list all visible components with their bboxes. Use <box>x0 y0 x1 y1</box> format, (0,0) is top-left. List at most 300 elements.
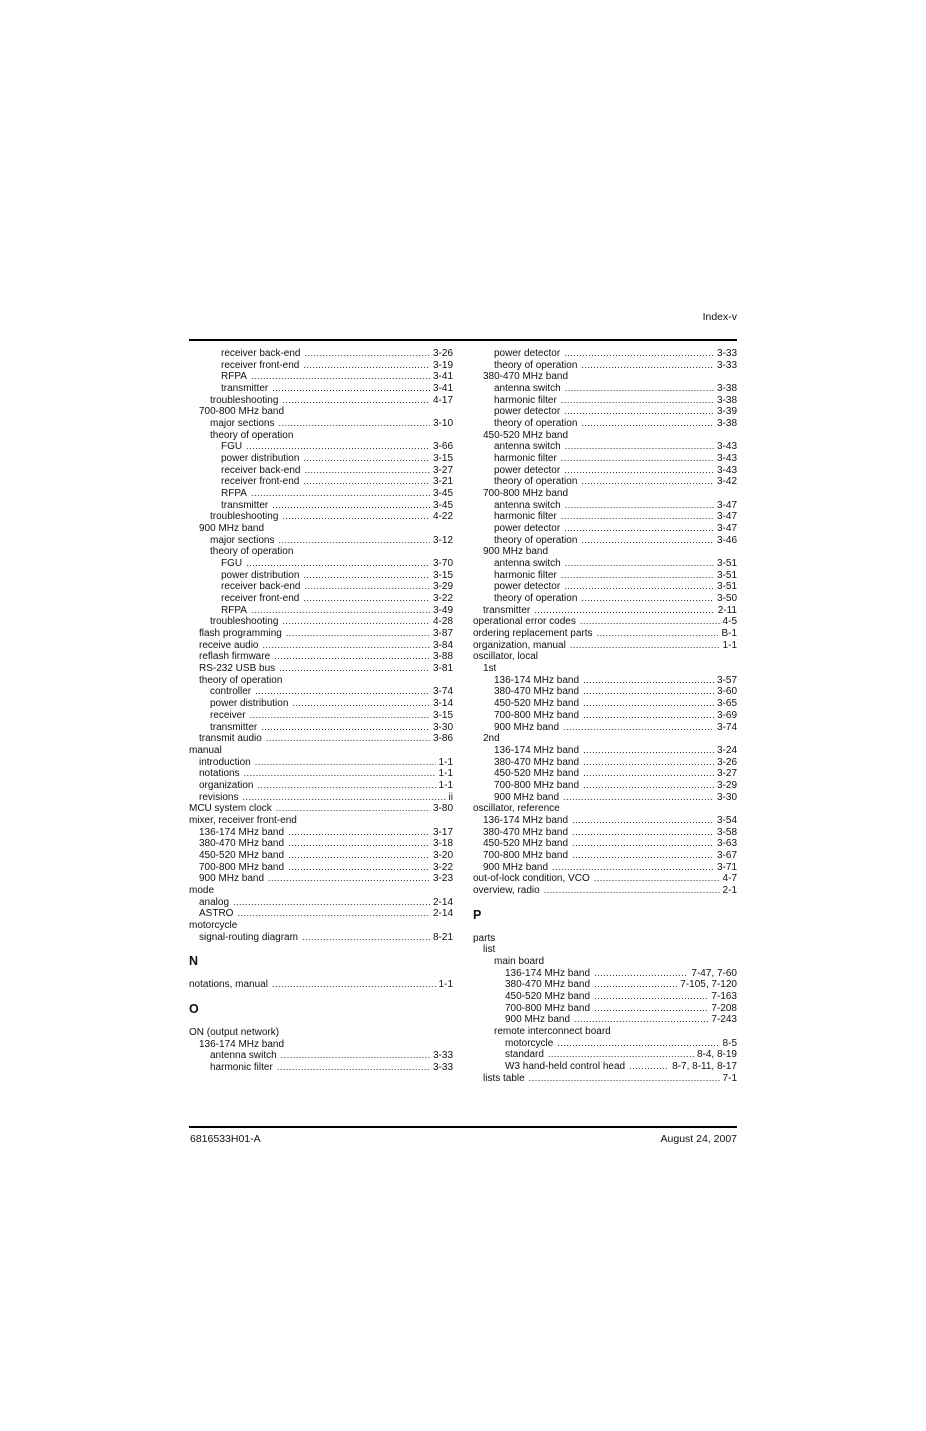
index-term: 450-520 MHz band <box>483 838 569 850</box>
page-reference: 3-38 <box>716 394 737 406</box>
index-term: RFPA <box>221 488 247 500</box>
dot-leader <box>274 651 430 663</box>
index-entry <box>473 616 737 628</box>
index-entry <box>189 523 453 535</box>
index-entry <box>189 628 453 640</box>
page-reference: 3-67 <box>716 849 737 861</box>
dot-leader <box>581 476 714 488</box>
dot-leader <box>288 850 430 862</box>
index-entry <box>189 465 453 477</box>
index-entry <box>473 570 737 582</box>
page-reference: 4-28 <box>432 616 453 628</box>
page-reference: 3-43 <box>716 441 737 453</box>
page-reference: 2-14 <box>432 908 453 920</box>
index-term: introduction <box>199 756 251 768</box>
index-term: 900 MHz band <box>494 791 560 803</box>
index-term: overview, radio <box>473 884 540 896</box>
index-term: receiver back-end <box>221 464 301 476</box>
index-term: 450-520 MHz band <box>494 698 580 710</box>
index-term: 700-800 MHz band <box>483 849 569 861</box>
index-entry <box>189 581 453 593</box>
index-entry <box>473 780 737 792</box>
dot-leader <box>288 827 430 839</box>
index-entry <box>473 686 737 698</box>
index-column-right <box>473 348 737 1084</box>
dot-leader <box>565 558 714 570</box>
index-entry <box>473 757 737 769</box>
page-reference: 4-17 <box>432 394 453 406</box>
page-reference: 3-58 <box>716 826 737 838</box>
index-term: troubleshooting <box>210 394 279 406</box>
page-reference: 2-14 <box>432 896 453 908</box>
index-term: ASTRO <box>199 908 234 920</box>
page-reference: 3-27 <box>716 768 737 780</box>
index-term: 450-520 MHz band <box>494 768 580 780</box>
index-entry <box>189 1027 453 1039</box>
index-letter-heading: N <box>189 954 199 969</box>
index-entry <box>189 348 453 360</box>
dot-leader <box>288 838 430 850</box>
index-entry <box>189 698 453 710</box>
index-term: harmonic filter <box>494 453 557 465</box>
page-reference: 3-43 <box>716 464 737 476</box>
page-reference: 3-15 <box>432 569 453 581</box>
dot-leader <box>529 1073 720 1085</box>
index-term: 900 MHz band <box>494 721 560 733</box>
index-term: harmonic filter <box>494 394 557 406</box>
index-entry <box>473 1003 737 1015</box>
dot-leader <box>282 395 430 407</box>
index-entry <box>473 698 737 710</box>
index-term: theory of operation <box>494 593 578 605</box>
index-entry <box>473 465 737 477</box>
index-term: power detector <box>494 464 561 476</box>
index-term: 380-470 MHz band <box>483 826 569 838</box>
dot-leader <box>266 733 430 745</box>
index-term: mode <box>189 884 215 896</box>
index-term: 380-470 MHz band <box>483 371 569 383</box>
index-term: troubleshooting <box>210 616 279 628</box>
index-term: list <box>483 944 496 956</box>
dot-leader <box>278 418 430 430</box>
index-entry <box>473 710 737 722</box>
index-term: transmitter <box>483 604 531 616</box>
index-term: receiver front-end <box>221 359 300 371</box>
page-reference: 3-15 <box>432 709 453 721</box>
index-entry <box>189 1062 453 1074</box>
index-term: RFPA <box>221 371 247 383</box>
index-term: 136-174 MHz band <box>494 744 580 756</box>
dot-leader <box>302 932 430 944</box>
page-reference: 3-29 <box>716 779 737 791</box>
index-entry <box>189 593 453 605</box>
dot-leader <box>237 908 430 920</box>
index-entry <box>473 406 737 418</box>
index-entry <box>473 873 737 885</box>
dot-leader <box>594 968 688 980</box>
index-entry <box>473 933 737 945</box>
dot-leader <box>572 838 714 850</box>
index-term: theory of operation <box>199 674 283 686</box>
dot-leader <box>304 581 430 593</box>
page-header: Index-v <box>702 311 737 323</box>
page-reference: ii <box>448 791 453 803</box>
page-reference: B-1 <box>721 628 737 640</box>
index-term: ordering replacement parts <box>473 628 593 640</box>
index-term: organization <box>199 779 254 791</box>
page-reference: 7-47, 7-60 <box>691 967 737 979</box>
dot-leader <box>629 1061 669 1073</box>
index-entry <box>189 815 453 827</box>
page-reference: 3-10 <box>432 418 453 430</box>
dot-leader <box>244 768 436 780</box>
index-entry <box>189 453 453 465</box>
page-reference: 3-54 <box>716 814 737 826</box>
index-entry <box>473 956 737 968</box>
page-reference: 8-21 <box>432 931 453 943</box>
index-term: power detector <box>494 523 561 535</box>
page-reference: 3-30 <box>432 721 453 733</box>
dot-leader <box>278 535 430 547</box>
index-entry <box>189 862 453 874</box>
dot-leader <box>242 792 445 804</box>
index-term: operational error codes <box>473 616 576 628</box>
index-term: main board <box>494 955 545 967</box>
index-term: 450-520 MHz band <box>199 849 285 861</box>
index-term: receiver front-end <box>221 476 300 488</box>
dot-leader <box>534 605 714 617</box>
index-term: harmonic filter <box>494 569 557 581</box>
dot-leader <box>563 722 714 734</box>
page-reference: 7-163 <box>711 990 737 1002</box>
index-letter-heading: P <box>473 907 482 922</box>
index-term: remote interconnect board <box>494 1025 611 1037</box>
index-entry <box>473 979 737 991</box>
index-term: 450-520 MHz band <box>505 990 591 1002</box>
index-entry <box>189 686 453 698</box>
dot-leader <box>552 862 714 874</box>
dot-leader <box>583 757 714 769</box>
page-reference: 8-4, 8-19 <box>696 1049 737 1061</box>
dot-leader <box>292 698 430 710</box>
index-term: notations, manual <box>189 979 268 991</box>
index-entry <box>189 395 453 407</box>
index-term: RS-232 USB bus <box>199 663 276 675</box>
index-term: troubleshooting <box>210 511 279 523</box>
page-reference: 4-22 <box>432 511 453 523</box>
index-term: 2nd <box>483 733 500 745</box>
index-term: theory of operation <box>494 476 578 488</box>
dot-leader <box>246 558 430 570</box>
dot-leader <box>282 511 430 523</box>
index-entry <box>189 511 453 523</box>
dot-leader <box>583 745 714 757</box>
index-term: antenna switch <box>494 441 561 453</box>
page-reference: 3-74 <box>432 686 453 698</box>
index-term: antenna switch <box>494 499 561 511</box>
index-term: 700-800 MHz band <box>494 779 580 791</box>
page-reference: 3-26 <box>716 756 737 768</box>
dot-leader <box>565 441 714 453</box>
dot-leader <box>544 885 720 897</box>
page-reference: 3-20 <box>432 849 453 861</box>
index-term: transmitter <box>210 721 258 733</box>
index-entry <box>189 722 453 734</box>
index-entry <box>189 757 453 769</box>
page-reference: 1-1 <box>722 639 737 651</box>
dot-leader <box>564 406 714 418</box>
dot-leader <box>597 628 719 640</box>
index-entry <box>189 780 453 792</box>
index-term: receive audio <box>199 639 259 651</box>
index-entry <box>473 523 737 535</box>
page-reference: 3-42 <box>716 476 737 488</box>
index-term: oscillator, reference <box>473 803 560 815</box>
page-reference: 3-12 <box>432 534 453 546</box>
index-term: 900 MHz band <box>505 1014 571 1026</box>
index-entry <box>189 920 453 932</box>
index-entry <box>473 535 737 547</box>
page-reference: 3-51 <box>716 569 737 581</box>
index-entry <box>189 488 453 500</box>
page-reference: 3-86 <box>432 733 453 745</box>
index-entry <box>473 803 737 815</box>
dot-leader <box>561 453 714 465</box>
index-entry <box>473 581 737 593</box>
page-reference: 3-18 <box>432 838 453 850</box>
page-reference: 4-5 <box>722 616 737 628</box>
page-reference: 3-63 <box>716 838 737 850</box>
dot-leader <box>277 1062 430 1074</box>
page-reference: 3-15 <box>432 453 453 465</box>
index-entry <box>473 1014 737 1026</box>
dot-leader <box>563 792 714 804</box>
page-reference: 3-33 <box>716 359 737 371</box>
index-term: 900 MHz band <box>199 523 265 535</box>
index-entry <box>473 546 737 558</box>
index-term: antenna switch <box>494 383 561 395</box>
dot-leader <box>282 616 430 628</box>
index-entry <box>473 792 737 804</box>
index-entry <box>473 430 737 442</box>
index-entry <box>189 535 453 547</box>
dot-leader <box>272 383 430 395</box>
page-reference: 3-80 <box>432 803 453 815</box>
index-term: receiver front-end <box>221 593 300 605</box>
index-term: power detector <box>494 406 561 418</box>
index-entry <box>189 827 453 839</box>
index-term: transmit audio <box>199 733 262 745</box>
dot-leader <box>281 1050 430 1062</box>
index-entry <box>189 430 453 442</box>
page-reference: 3-24 <box>716 744 737 756</box>
dot-leader <box>564 581 714 593</box>
page-reference: 7-243 <box>711 1014 737 1026</box>
dot-leader <box>565 500 714 512</box>
index-term: 700-800 MHz band <box>199 406 285 418</box>
index-entry <box>473 558 737 570</box>
index-entry <box>473 733 737 745</box>
index-entry <box>189 570 453 582</box>
index-entry <box>189 476 453 488</box>
index-entry <box>473 1049 737 1061</box>
page-reference: 3-33 <box>432 1050 453 1062</box>
index-term: 900 MHz band <box>483 546 549 558</box>
index-term: theory of operation <box>494 534 578 546</box>
index-entry <box>473 815 737 827</box>
index-term: theory of operation <box>494 359 578 371</box>
dot-leader <box>583 698 714 710</box>
dot-leader <box>276 803 430 815</box>
index-term: 700-800 MHz band <box>494 709 580 721</box>
index-term: manual <box>189 744 222 756</box>
index-entry <box>473 593 737 605</box>
page-reference: 3-45 <box>432 488 453 500</box>
dot-leader <box>572 815 714 827</box>
dot-leader <box>272 500 430 512</box>
index-term: FGU <box>221 558 243 570</box>
index-term: antenna switch <box>494 558 561 570</box>
dot-leader <box>583 768 714 780</box>
index-entry <box>473 968 737 980</box>
index-entry <box>189 768 453 780</box>
index-entry <box>473 838 737 850</box>
dot-leader <box>303 570 430 582</box>
index-term: theory of operation <box>494 418 578 430</box>
index-term: 380-470 MHz band <box>505 979 591 991</box>
index-term: receiver <box>210 709 246 721</box>
index-term: major sections <box>210 418 275 430</box>
index-term: 700-800 MHz band <box>505 1002 591 1014</box>
page-reference: 3-21 <box>432 476 453 488</box>
page-reference: 3-66 <box>432 441 453 453</box>
dot-leader <box>581 418 714 430</box>
dot-leader <box>594 873 720 885</box>
index-entry <box>473 348 737 360</box>
index-entry <box>473 1038 737 1050</box>
index-entry <box>473 500 737 512</box>
dot-leader <box>303 453 430 465</box>
index-entry <box>473 1073 737 1085</box>
dot-leader <box>564 523 714 535</box>
page-reference: 3-84 <box>432 639 453 651</box>
index-entry <box>473 991 737 1003</box>
index-term: theory of operation <box>210 429 294 441</box>
index-term: W3 hand-held control head <box>505 1060 626 1072</box>
dot-leader <box>288 862 430 874</box>
page-reference: 3-22 <box>432 861 453 873</box>
dot-leader <box>251 488 430 500</box>
index-term: reflash firmware <box>199 651 271 663</box>
index-term: 136-174 MHz band <box>199 826 285 838</box>
dot-leader <box>304 465 430 477</box>
index-term: harmonic filter <box>210 1061 273 1073</box>
index-entry <box>189 850 453 862</box>
index-term: 136-174 MHz band <box>483 814 569 826</box>
page-reference: 3-38 <box>716 383 737 395</box>
index-entry <box>473 640 737 652</box>
index-term: 136-174 MHz band <box>494 674 580 686</box>
index-entry <box>473 1026 737 1038</box>
dot-leader <box>561 511 714 523</box>
index-entry <box>189 500 453 512</box>
page-reference: 3-43 <box>716 453 737 465</box>
publication-date: August 24, 2007 <box>660 1133 737 1145</box>
index-term: power detector <box>494 581 561 593</box>
dot-leader <box>233 897 430 909</box>
page-reference: 3-33 <box>716 348 737 359</box>
page-reference: 3-41 <box>432 371 453 383</box>
index-entry <box>189 558 453 570</box>
index-entry <box>189 1039 453 1051</box>
page-reference: 3-22 <box>432 593 453 605</box>
page-reference: 3-14 <box>432 698 453 710</box>
page-reference: 3-23 <box>432 873 453 885</box>
page-reference: 3-87 <box>432 628 453 640</box>
index-term: signal-routing diagram <box>199 931 298 943</box>
index-term: lists table <box>483 1072 525 1084</box>
index-entry <box>473 1061 737 1073</box>
index-term: harmonic filter <box>494 511 557 523</box>
header-rule <box>189 339 737 341</box>
page-reference: 3-51 <box>716 581 737 593</box>
index-term: 900 MHz band <box>483 861 549 873</box>
dot-leader <box>580 616 720 628</box>
index-entry <box>189 675 453 687</box>
index-term: revisions <box>199 791 239 803</box>
page-reference: 3-81 <box>432 663 453 675</box>
dot-leader <box>304 348 430 360</box>
page-reference: 3-30 <box>716 791 737 803</box>
index-entry <box>473 944 737 956</box>
dot-leader <box>583 710 714 722</box>
dot-leader <box>583 675 714 687</box>
index-term: major sections <box>210 534 275 546</box>
page-reference: 3-49 <box>432 604 453 616</box>
index-term: RFPA <box>221 604 247 616</box>
index-term: flash programming <box>199 628 282 640</box>
page-reference: 3-57 <box>716 674 737 686</box>
index-term: 1st <box>483 663 497 675</box>
index-term: receiver back-end <box>221 348 301 359</box>
dot-leader <box>581 360 714 372</box>
dot-leader <box>594 979 677 991</box>
index-term: theory of operation <box>210 546 294 558</box>
page-reference: 7-105, 7-120 <box>680 979 737 991</box>
dot-leader <box>262 640 430 652</box>
page-reference: 3-38 <box>716 418 737 430</box>
index-entry <box>473 511 737 523</box>
index-term: FGU <box>221 441 243 453</box>
page-reference: 3-74 <box>716 721 737 733</box>
index-term: power distribution <box>221 453 300 465</box>
page-reference: 3-27 <box>432 464 453 476</box>
index-term: standard <box>505 1049 544 1061</box>
index-entry <box>189 418 453 430</box>
index-entry <box>473 476 737 488</box>
index-term: transmitter <box>221 383 269 395</box>
index-entry <box>473 371 737 383</box>
dot-leader <box>583 686 714 698</box>
index-entry <box>473 395 737 407</box>
index-entry <box>189 383 453 395</box>
page-reference: 7-208 <box>711 1002 737 1014</box>
page-reference: 1-1 <box>438 756 453 768</box>
footer-rule <box>189 1126 737 1128</box>
index-term: 136-174 MHz band <box>505 967 591 979</box>
dot-leader <box>303 593 430 605</box>
dot-leader <box>594 1003 708 1015</box>
